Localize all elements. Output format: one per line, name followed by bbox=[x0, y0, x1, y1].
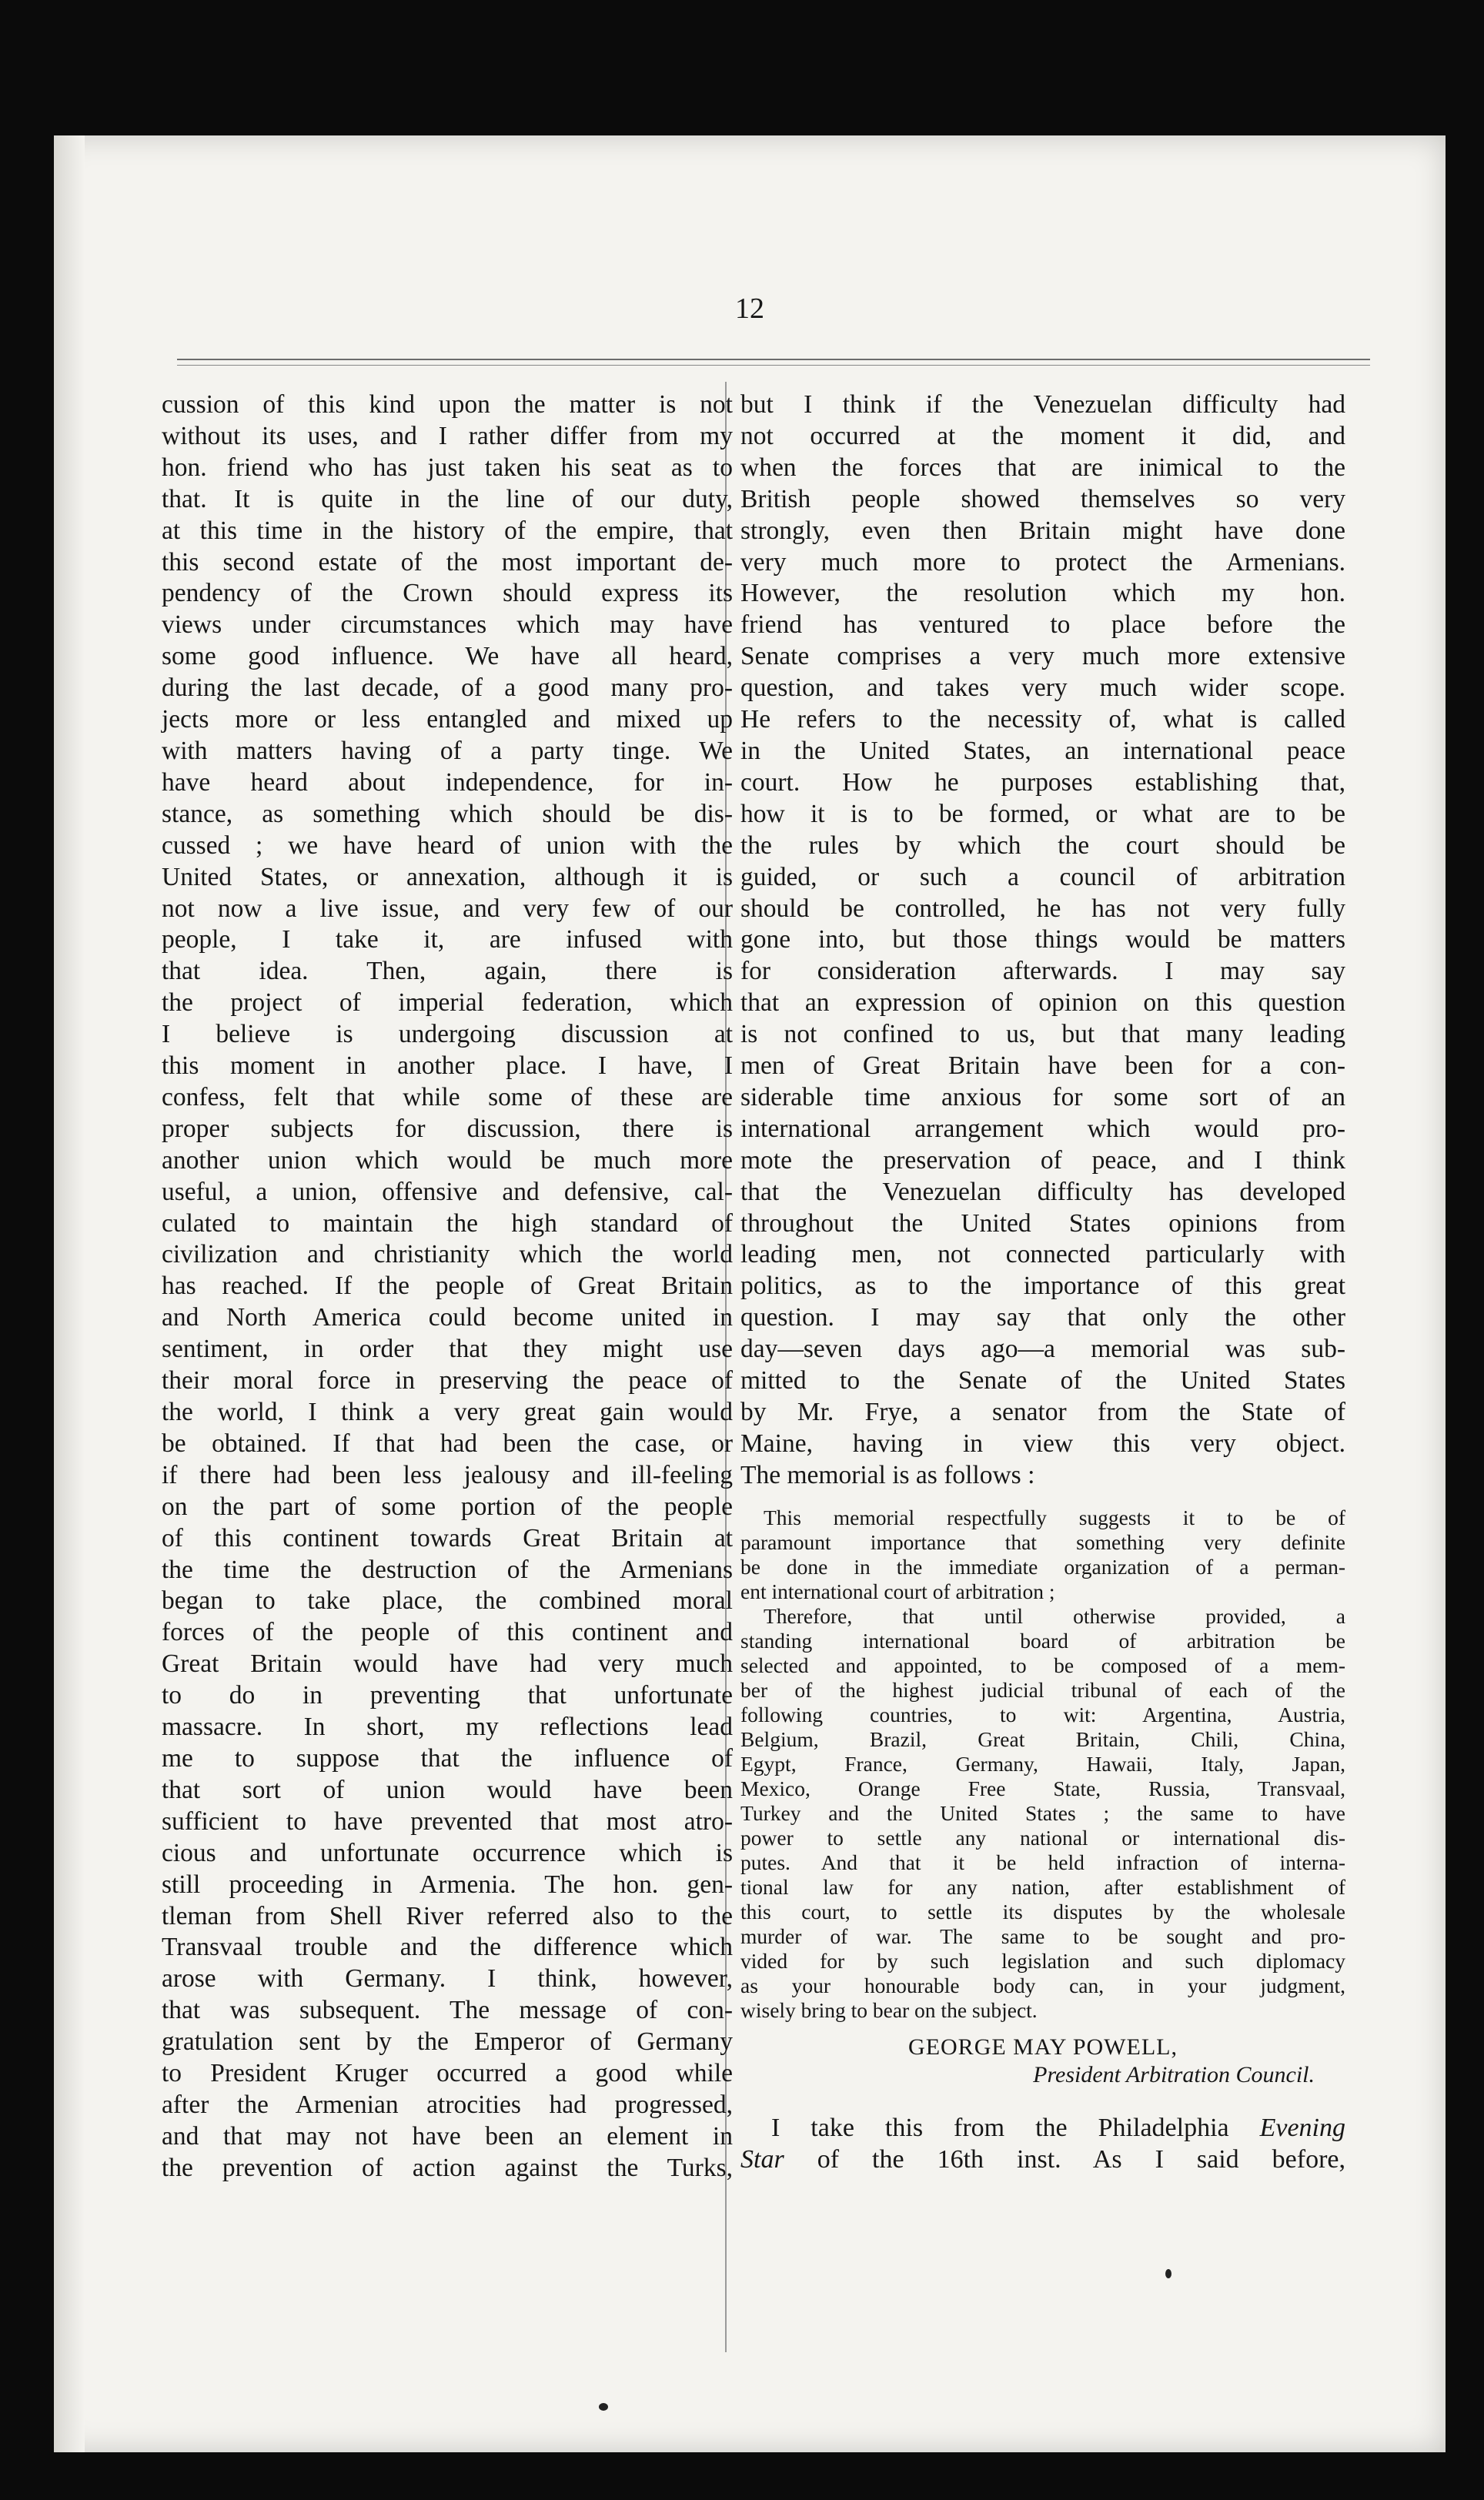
text-line: United States, or annexation, although it is bbox=[162, 862, 733, 891]
right-column bbox=[740, 389, 1345, 2175]
text-line: forces of the people of this continent and bbox=[162, 1618, 733, 1647]
text-line: Transvaal trouble and the difference which bbox=[162, 1933, 733, 1962]
text-line: stance, as something which should be dis- bbox=[162, 799, 733, 828]
text-line: Maine, having in view this very object. bbox=[740, 1429, 1345, 1458]
memorial-line: Belgium, Brazil, Great Britain, Chili, China, bbox=[740, 1726, 1345, 1751]
memorial-line: This memorial respectfully suggests it to be of bbox=[764, 1505, 1345, 1529]
text-line: jects more or less entangled and mixed up bbox=[162, 705, 733, 734]
memorial-line: as your honourable body can, in your judgment, bbox=[740, 1973, 1345, 1997]
text-line: by Mr. Frye, a senator from the State of bbox=[740, 1398, 1345, 1426]
text-line: guided, or such a council of arbitration bbox=[740, 862, 1345, 891]
closing-line-2 bbox=[740, 2144, 1345, 2175]
text-line: useful, a union, offensive and defensive, cal- bbox=[162, 1177, 733, 1206]
text-line: at this time in the history of the empire, that bbox=[162, 516, 733, 545]
text-line: throughout the United States opinions from bbox=[740, 1208, 1345, 1238]
text-line: but I think if the Venezuelan difficulty had bbox=[740, 390, 1345, 419]
memorial-line: murder of war. The same to be sought and pro- bbox=[740, 1923, 1345, 1948]
memorial-line: Mexico, Orange Free State, Russia, Transvaal, bbox=[740, 1776, 1345, 1800]
text-line: this second estate of the most important de- bbox=[162, 547, 733, 577]
text-line: how it is to be formed, or what are to be bbox=[740, 799, 1345, 828]
text-line: should be controlled, he has not very fully bbox=[740, 894, 1345, 923]
memorial-line: Turkey and the United States ; the same to have bbox=[740, 1800, 1345, 1825]
header-rule-thin bbox=[177, 365, 1370, 366]
text-line: in the United States, an international peace bbox=[740, 736, 1345, 765]
ink-speck bbox=[1165, 2269, 1171, 2278]
text-line: very much more to protect the Armenians. bbox=[740, 547, 1345, 577]
text-line: that idea. Then, again, there is bbox=[162, 957, 733, 986]
text-line: cussion of this kind upon the matter is not bbox=[162, 390, 733, 419]
text-line: me to suppose that the influence of bbox=[162, 1743, 733, 1773]
text-line: people, I take it, are infused with bbox=[162, 925, 733, 954]
text-line: mote the preservation of peace, and I think bbox=[740, 1145, 1345, 1175]
page-edge-shadow bbox=[54, 135, 85, 2452]
text-line: arose with Germany. I think, however, bbox=[162, 1964, 733, 1994]
text-line: views under circumstances which may have bbox=[162, 610, 733, 640]
text-line: not now a live issue, and very few of our bbox=[162, 894, 733, 923]
text-line: be obtained. If that had been the case, or bbox=[162, 1429, 733, 1458]
text-line: Senate comprises a very much more extensive bbox=[740, 642, 1345, 671]
memorial-line: selected and appointed, to be composed of a mem- bbox=[740, 1653, 1345, 1677]
scanned-page bbox=[54, 135, 1446, 2452]
text-line: the project of imperial federation, which bbox=[162, 988, 733, 1018]
memorial-line: this court, to settle its disputes by the wholesale bbox=[740, 1899, 1345, 1923]
closing-line-1 bbox=[740, 2112, 1345, 2144]
text-line: some good influence. We have all heard, bbox=[162, 642, 733, 671]
text-line: culated to maintain the high standard of bbox=[162, 1208, 733, 1238]
text-line: that. It is quite in the line of our duty, bbox=[162, 484, 733, 513]
text-line: that was subsequent. The message of con- bbox=[162, 1996, 733, 2025]
text-line: still proceeding in Armenia. The hon. gen- bbox=[162, 1870, 733, 1899]
text-line: gratulation sent by the Emperor of Germany bbox=[162, 2027, 733, 2057]
signature-name: GEORGE MAY POWELL, bbox=[908, 2034, 1178, 2060]
text-line: He refers to the necessity of, what is called bbox=[740, 705, 1345, 734]
text-line: question. I may say that only the other bbox=[740, 1303, 1345, 1332]
text-line: that sort of union would have been bbox=[162, 1775, 733, 1804]
text-line: cussed ; we have heard of union with the bbox=[162, 831, 733, 860]
text-line: proper subjects for discussion, there is bbox=[162, 1114, 733, 1143]
text-line: I believe is undergoing discussion at bbox=[162, 1020, 733, 1049]
text-line: hon. friend who has just taken his seat as to bbox=[162, 453, 733, 482]
memorial-line: Therefore, that until otherwise provided, a bbox=[764, 1603, 1345, 1628]
text-line: Great Britain would have had very much bbox=[162, 1649, 733, 1679]
text-line: to do in preventing that unfortunate bbox=[162, 1681, 733, 1710]
text-line: without its uses, and I rather differ from my bbox=[162, 421, 733, 450]
text-line: their moral force in preserving the peace of bbox=[162, 1366, 733, 1395]
text-line: pendency of the Crown should express its bbox=[162, 579, 733, 608]
text-line: the prevention of action against the Turks, bbox=[162, 2153, 733, 2182]
signature-title: President Arbitration Council. bbox=[1033, 2061, 1315, 2087]
text-line: has reached. If the people of Great Britain bbox=[162, 1272, 733, 1301]
memorial-line: wisely bring to bear on the subject. bbox=[740, 1997, 1038, 2022]
text-line: not occurred at the moment it did, and bbox=[740, 421, 1345, 450]
memorial-line: paramount importance that something very definite bbox=[740, 1529, 1345, 1554]
text-line: British people showed themselves so very bbox=[740, 484, 1345, 513]
text-line: the time the destruction of the Armenians bbox=[162, 1555, 733, 1584]
text-line: leading men, not connected particularly with bbox=[740, 1240, 1345, 1269]
text-line: that an expression of opinion on this question bbox=[740, 988, 1345, 1018]
text-line: the world, I think a very great gain would bbox=[162, 1398, 733, 1426]
text-line: on the part of some portion of the people bbox=[162, 1492, 733, 1521]
text-line: international arrangement which would pro- bbox=[740, 1114, 1345, 1143]
text-line: with matters having of a party tinge. We bbox=[162, 736, 733, 765]
memorial-line: Egypt, France, Germany, Hawaii, Italy, Japan, bbox=[740, 1751, 1345, 1776]
text-line: to President Kruger occurred a good while bbox=[162, 2059, 733, 2088]
text-line: another union which would be much more bbox=[162, 1145, 733, 1175]
text-line: of this continent towards Great Britain at bbox=[162, 1523, 733, 1552]
text-line: mitted to the Senate of the United States bbox=[740, 1366, 1345, 1395]
text-line: began to take place, the combined moral bbox=[162, 1586, 733, 1616]
text-line: civilization and christianity which the world bbox=[162, 1240, 733, 1269]
text-line: is not confined to us, but that many leading bbox=[740, 1020, 1345, 1049]
newspaper-name-part2: Star bbox=[740, 2144, 784, 2174]
closing-line-2-text: of the 16th inst. As I said before, bbox=[817, 2144, 1345, 2174]
text-line: day—seven days ago—a memorial was sub- bbox=[740, 1335, 1345, 1364]
text-line: sufficient to have prevented that most atro- bbox=[162, 1806, 733, 1836]
memorial-line: vided for by such legislation and such diplomacy bbox=[740, 1948, 1345, 1973]
text-line: after the Armenian atrocities had progressed, bbox=[162, 2090, 733, 2119]
text-line: cious and unfortunate occurrence which is bbox=[162, 1838, 733, 1867]
ink-speck bbox=[599, 2403, 608, 2411]
text-line: if there had been less jealousy and ill-feeling bbox=[162, 1460, 733, 1489]
memorial-line: power to settle any national or international dis- bbox=[740, 1825, 1345, 1850]
text-line: have heard about independence, for in- bbox=[162, 767, 733, 797]
text-line: men of Great Britain have been for a con- bbox=[740, 1051, 1345, 1081]
text-line: tleman from Shell River referred also to the bbox=[162, 1901, 733, 1930]
text-line: when the forces that are inimical to the bbox=[740, 453, 1345, 482]
memorial-line: tional law for any nation, after establishment of bbox=[740, 1874, 1345, 1899]
text-line: question, and takes very much wider scope. bbox=[740, 673, 1345, 703]
text-line: politics, as to the importance of this great bbox=[740, 1272, 1345, 1301]
memorial-line: ent international court of arbitration ; bbox=[740, 1579, 1055, 1603]
text-line: massacre. In short, my reflections lead bbox=[162, 1713, 733, 1742]
page-number: 12 bbox=[735, 292, 764, 325]
memorial-line: putes. And that it be held infraction of interna- bbox=[740, 1850, 1345, 1874]
text-line: friend has ventured to place before the bbox=[740, 610, 1345, 640]
memorial-quote bbox=[740, 1506, 1345, 2023]
text-line: The memorial is as follows : bbox=[740, 1460, 1035, 1489]
text-line: that the Venezuelan difficulty has developed bbox=[740, 1177, 1345, 1206]
header-rule bbox=[177, 359, 1370, 360]
text-line: sentiment, in order that they might use bbox=[162, 1335, 733, 1364]
text-line: gone into, but those things would be matters bbox=[740, 925, 1345, 954]
memorial-line: standing international board of arbitration be bbox=[740, 1628, 1345, 1653]
text-line: court. How he purposes establishing that, bbox=[740, 767, 1345, 797]
text-line: and that may not have been an element in bbox=[162, 2121, 733, 2151]
text-line: this moment in another place. I have, I bbox=[162, 1051, 733, 1081]
text-line: strongly, even then Britain might have done bbox=[740, 516, 1345, 545]
memorial-line: following countries, to wit: Argentina, Austria, bbox=[740, 1702, 1345, 1726]
text-line: for consideration afterwards. I may say bbox=[740, 957, 1345, 986]
newspaper-name-part1: Evening bbox=[1259, 2113, 1346, 2142]
memorial-line: ber of the highest judicial tribunal of each of the bbox=[740, 1677, 1345, 1702]
text-line: during the last decade, of a good many pro- bbox=[162, 673, 733, 703]
text-line: and North America could become united in bbox=[162, 1303, 733, 1332]
text-line: the rules by which the court should be bbox=[740, 831, 1345, 860]
text-line: confess, felt that while some of these are bbox=[162, 1082, 733, 1111]
closing-paragraph bbox=[740, 2112, 1345, 2175]
text-line: However, the resolution which my hon. bbox=[740, 579, 1345, 608]
memorial-line: be done in the immediate organization of a perman- bbox=[740, 1554, 1345, 1579]
left-column bbox=[162, 389, 733, 2184]
closing-line-1-text: I take this from the Philadelphia bbox=[771, 2113, 1229, 2142]
text-line: siderable time anxious for some sort of an bbox=[740, 1082, 1345, 1111]
